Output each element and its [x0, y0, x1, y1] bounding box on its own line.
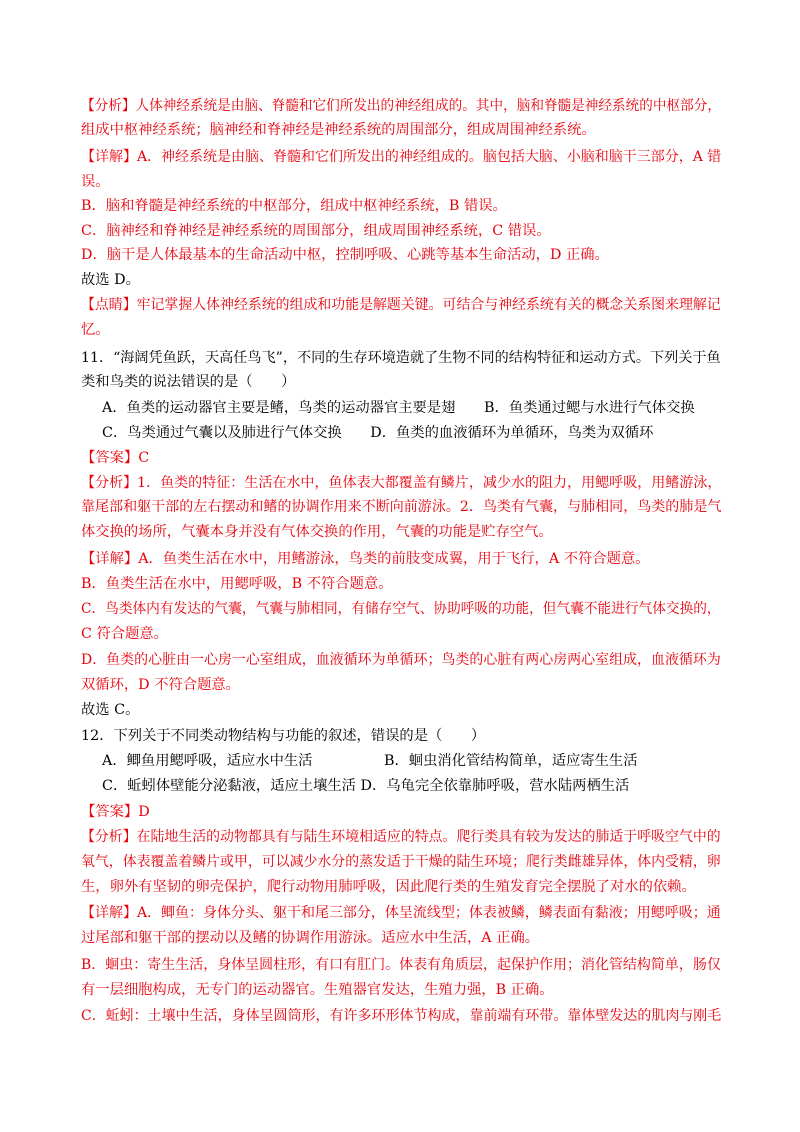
detail-label: 【详解】: [81, 551, 139, 567]
detail-label: 【详解】: [81, 905, 137, 921]
detail-option-b: B．鱼类生活在水中，用鳃呼吸，B 不符合题意。: [81, 576, 393, 592]
question-12-options-ab: A．鲫鱼用鳃呼吸，适应水中生活 B．蛔虫消化管结构简单，适应寄生生活: [102, 753, 638, 769]
detail-option-d: D．脑干是人体最基本的生命活动中枢，控制呼吸、心跳等基本生命活动，D 正确。: [81, 247, 609, 263]
question-11-stem: 类和鸟类的说法错误的是（ ）: [81, 374, 296, 390]
detail-option-c: C．鸟类体内有发达的气囊，气囊与肺相同，有储存空气、协助呼吸的功能，但气囊不能进行气体交换的，: [81, 601, 721, 617]
choice-line: 故选 D。: [81, 272, 140, 288]
detail-label: 【详解】: [81, 149, 137, 165]
choice-line: 故选 C。: [81, 702, 140, 718]
analysis-label: 【分析】: [81, 475, 138, 491]
detail-option-c: C．脑神经和脊神经是神经系统的周围部分，组成周围神经系统，C 错误。: [81, 223, 551, 239]
detail-option-b: B．蛔虫：寄生生活，身体呈圆柱形，有口有肛门。体表有角质层，起保护作用；消化管结构简单，肠仅: [81, 957, 721, 973]
analysis-line: 组成中枢神经系统；脑神经和脊神经是神经系统的周围部分，组成周围神经系统。: [81, 122, 596, 138]
detail-line: 【详解】A．神经系统是由脑、脊髓和它们所发出的神经组成的。脑包括大脑、小脑和脑干三部分，A 错: [81, 149, 722, 165]
answer-value: C: [138, 450, 150, 466]
detail-option-c: C．蚯蚓：土壤中生活，身体呈圆筒形，有许多环形体节构成，靠前端有环带。靠体壁发达的肌肉与刚毛: [81, 1008, 722, 1024]
analysis-line: 氧气，体表覆盖着鳞片或甲，可以减少水分的蒸发适于干燥的陆生环境；爬行类雌雄异体，体内受精，卵: [81, 854, 721, 870]
question-11-options-ab: A．鱼类的运动器官主要是鳍，鸟类的运动器官主要是翅 B．鱼类通过鳃与水进行气体交换: [102, 400, 695, 416]
question-12-stem: 12．下列关于不同类动物结构与功能的叙述，错误的是（ ）: [81, 728, 486, 744]
question-11-options-cd: C．鸟类通过气囊以及肺进行气体交换 D．鱼类的血液循环为单循环，鸟类为双循环: [102, 425, 654, 441]
answer-line: [81, 802, 150, 822]
detail-line: 【详解】A．鲫鱼：身体分头、躯干和尾三部分，体呈流线型；体表被鳞，鳞表面有黏液；用鳃呼吸；通: [81, 905, 721, 921]
analysis-line: 【分析】1．鱼类的特征：生活在水中，鱼体表大都覆盖有鳞片，减少水的阻力，用鳃呼吸，用鳍游泳，: [81, 475, 722, 491]
detail-option-b: B．脑和脊髓是神经系统的中枢部分，组成中枢神经系统，B 错误。: [81, 198, 507, 214]
analysis-line: 生，卵外有坚韧的卵壳保护，爬行动物用肺呼吸，因此爬行类的生殖发育完全摆脱了对水的依赖。: [81, 879, 696, 895]
detail-option-d: D．鱼类的心脏由一心房一心室组成，血液循环为单循环；鸟类的心脏有两心房两心室组成，血液循环为: [81, 652, 721, 668]
answer-line: [81, 448, 149, 468]
question-12-options-cd: C．蚯蚓体壁能分泌黏液，适应土壤生活 D．乌龟完全依靠肺呼吸，营水陆两栖生活: [102, 778, 630, 794]
answer-label: 【答案】: [81, 450, 139, 466]
analysis-line: 靠尾部和躯干部的左右摆动和鳍的协调作用来不断向前游泳。2．鸟类有气囊，与肺相同，鸟类的肺是气: [81, 499, 722, 515]
detail-option-b: 有一层细胞构成，无专门的运动器官。生殖器官发达，生殖力强，B 正确。: [81, 982, 554, 998]
question-11-stem: 11．“海阔凭鱼跃，天高任鸟飞”，不同的生存环境造就了生物不同的结构特征和运动方式。下列关于鱼: [81, 350, 721, 366]
detail-line: 过尾部和躯干部的摆动以及鳍的协调作用游泳。适应水中生活，A 正确。: [81, 930, 540, 946]
comment-line: 【点睛】牢记掌握人体神经系统的组成和功能是解题关键。可结合与神经系统有关的概念关系图来理解记: [81, 297, 721, 313]
analysis-label: 【分析】: [81, 98, 136, 114]
comment-line: 忆。: [81, 322, 110, 338]
analysis-label: 【分析】: [81, 829, 137, 845]
comment-label: 【点睛】: [81, 297, 137, 313]
detail-option-d: 双循环，D 不符合题意。: [81, 677, 240, 693]
analysis-line: 体交换的场所，气囊本身并没有气体交换的作用，气囊的功能是贮存空气。: [81, 524, 553, 540]
detail-option-c: C 符合题意。: [81, 626, 168, 642]
detail-line: 【详解】A．鱼类生活在水中，用鳍游泳，鸟类的前肢变成翼，用于飞行，A 不符合题意。: [81, 551, 650, 567]
analysis-line: 【分析】在陆地生活的动物都具有与陆生环境相适应的特点。爬行类具有较为发达的肺适于呼吸空气中的: [81, 829, 721, 845]
detail-line: 误。: [81, 174, 110, 190]
answer-value: D: [138, 804, 150, 820]
analysis-line: 【分析】人体神经系统是由脑、脊髓和它们所发出的神经组成的。其中，脑和脊髓是神经系统的中枢部分，: [81, 98, 721, 114]
answer-label: 【答案】: [81, 804, 139, 820]
